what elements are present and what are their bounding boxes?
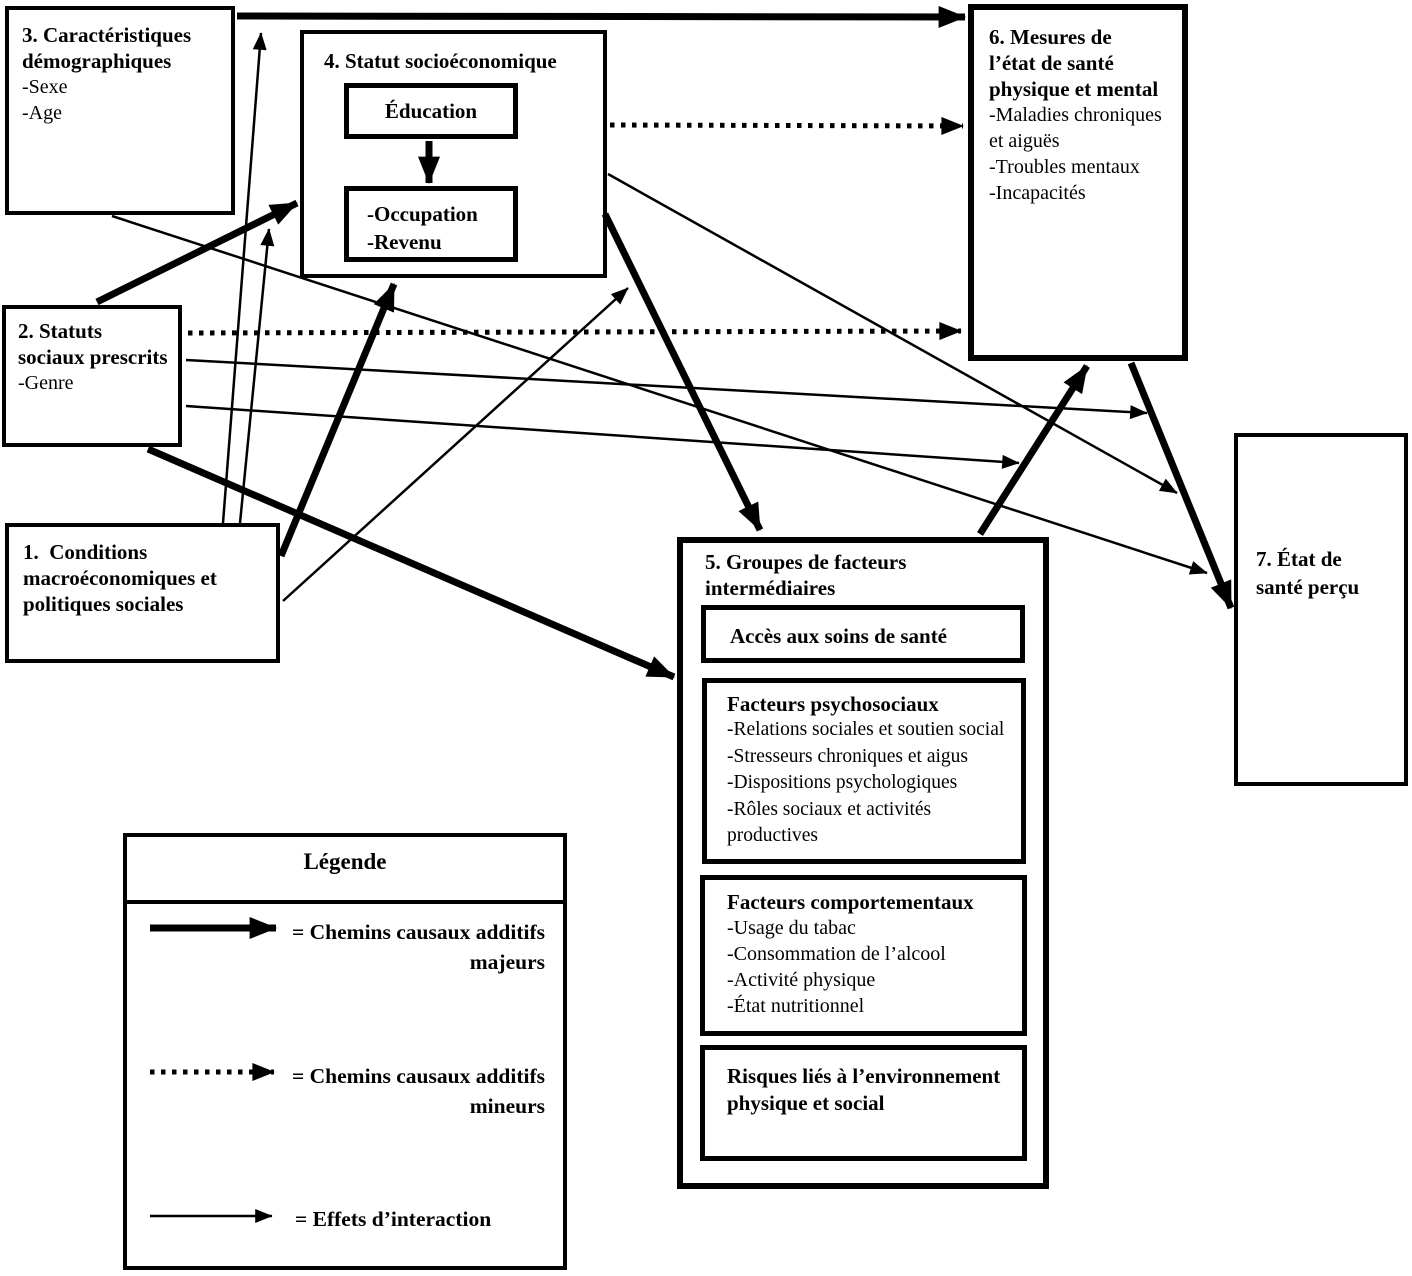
legend-entry-minor [277,1061,545,1121]
psychosociaux-title: Facteurs psychosociaux [727,692,939,716]
box-3-title: 3. Caractéristiques démographiques [22,23,192,73]
box-2-title: 2. Statuts sociaux prescrits [18,319,168,369]
psychosociaux-item-dispositions: -Dispositions psychologiques [727,772,958,793]
revenu-label: -Revenu [367,230,442,254]
psychosociaux-item-relations: -Relations sociales et soutien social [727,719,1005,740]
legend-box [123,833,567,1270]
minor-2-to-6 [188,331,961,333]
psychosociaux-item-roles: -Rôles sociaux et activités productives [727,798,932,846]
comportementaux-title: Facteurs comportementaux [727,890,974,914]
interaction-2-at-path-5-6 [186,406,1019,463]
comportementaux-item-alcool: -Consommation de l’alcool [727,943,946,965]
interaction-2-at-path-6-7 [186,360,1147,413]
box-7-title: 7. État de santé perçu [1256,547,1360,599]
box-2-statuts-sociaux [2,305,182,447]
minor-4-to-6 [610,125,963,126]
box-3-item-sexe: -Sexe [22,76,68,98]
box-4-title: 4. Statut socioéconomique [324,49,557,73]
legend-entry-major [277,917,545,977]
legend-divider [127,900,563,904]
major-6-to-7 [1131,363,1231,608]
major-5-to-6 [980,366,1087,534]
occupation-label: -Occupation [367,202,478,226]
box-2-item-genre: -Genre [18,372,74,394]
major-3-to-6 [237,16,965,17]
interaction-1-at-path-2-4 [240,229,269,523]
acces-label: Accès aux soins de santé [730,624,948,648]
box-6-item-maladies: -Maladies chroniques et aiguës [989,104,1162,152]
comportementaux-item-tabac: -Usage du tabac [727,917,856,939]
box-education [344,83,518,139]
box-1-title: 1. Conditions macroéconomiques et politiques sociales [23,540,217,616]
education-label: Éducation [384,99,478,123]
risques-title: Risques liés à l’environnement physique et social [727,1064,1001,1115]
box-risques-environnement [700,1045,1027,1161]
box-6-item-incapacites: -Incapacités [989,182,1086,204]
major-1-to-4 [281,284,394,556]
comportementaux-item-nutrition: -État nutritionnel [727,995,865,1017]
box-6-mesures-sante [968,4,1188,361]
box-3-demographics [5,6,235,215]
comportementaux-item-activite: -Activité physique [727,969,876,991]
legend-major-label-line2: majeurs [469,950,545,974]
box-facteurs-psychosociaux [702,678,1026,864]
box-7-etat-sante-percu [1234,433,1408,786]
major-4-to-5 [605,214,760,530]
box-occupation-revenu [344,186,518,262]
legend-interaction-label: = Effets d’interaction [295,1207,492,1231]
box-facteurs-comportementaux [700,875,1027,1036]
box-1-conditions-macro [5,523,280,663]
legend-entry-interaction [295,1204,555,1234]
box-acces-soins [701,605,1025,663]
box-5-title: 5. Groupes de facteurs intermédiaires [705,550,907,600]
interaction-1-at-path-4-5 [283,288,628,601]
legend-title: Légende [303,849,387,874]
box-6-title: 6. Mesures de l’état de santé physique et mental [989,25,1159,101]
legend-minor-label-line1: = Chemins causaux additifs [292,1064,545,1088]
major-2-to-4 [97,203,297,302]
box-6-item-troubles: -Troubles mentaux [989,156,1140,178]
legend-major-label-line1: = Chemins causaux additifs [292,920,545,944]
legend-minor-label-line2: mineurs [469,1094,545,1118]
box-3-item-age: -Age [22,102,62,124]
psychosociaux-item-stresseurs: -Stresseurs chroniques et aigus [727,745,968,767]
